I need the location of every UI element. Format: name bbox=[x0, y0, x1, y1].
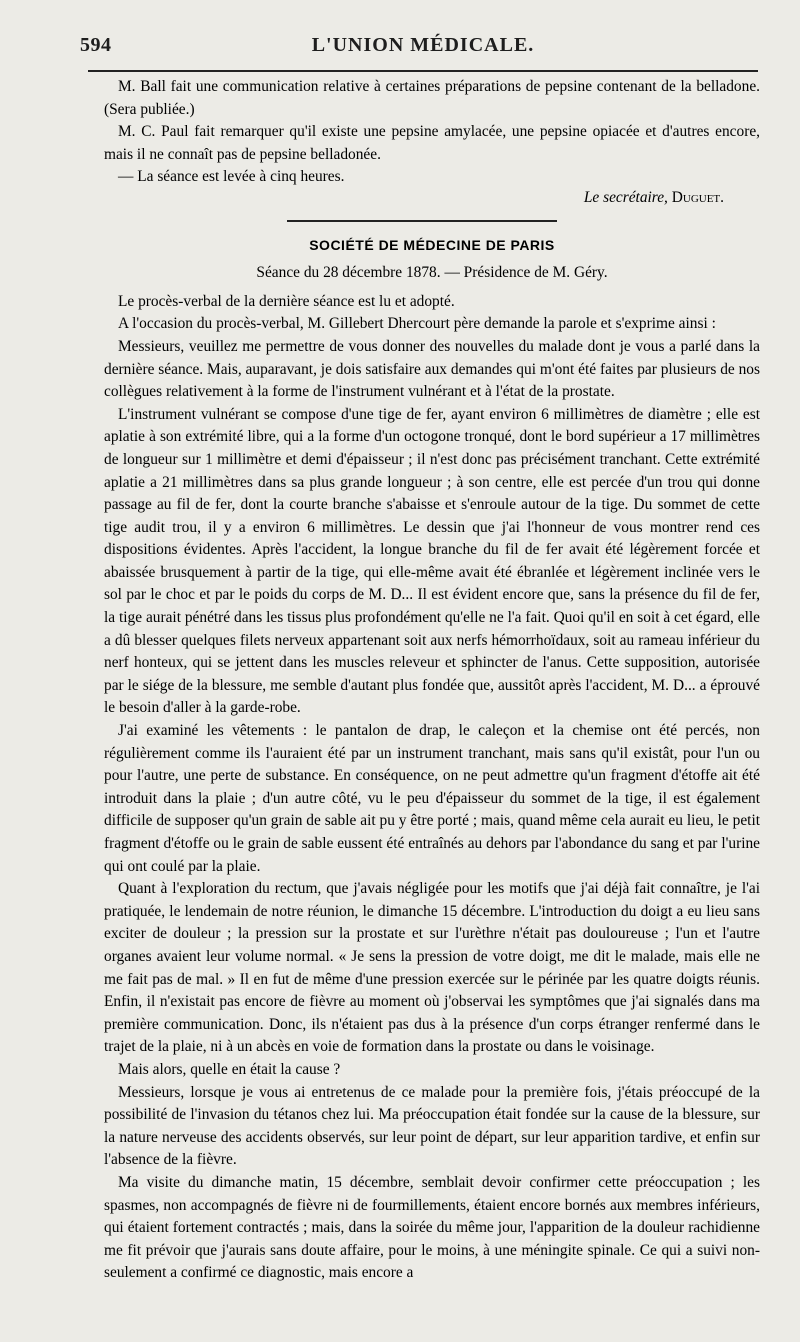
paragraph: L'instrument vulnérant se compose d'une tige de fer, ayant environ 6 millimètres de diamètre ; elle est aplatie à son extrémité libre, qui a la forme d'un octogone tronqué, dont le bord supérieur a 17 millimètres de longueur sur 1 millimètre et demi d'épaisseur ; il n'est donc pas précisément tranchant. Cette extrémité aplatie a 21 millimètres dans sa plus grande longueur ; à son centre, elle est percée d'un trou qui donne passage au fil de fer, dont la courte branche s'abaisse et s'enroule autour de la tige. Du sommet de cette tige audit trou, il y a environ 6 millimètres. Le dessin que j'ai l'honneur de vous montrer rend ces dispositions évidentes. Après l'accident, la longue branche du fil de fer avait été légèrement forcée et abaissée brusquement à partir de la tige, qui elle-même avait été ébranlée et légèrement inclinée vers le sol par le choc et par le poids du corps de M. D... Il est évident encore que, sans la présence du fil de fer, la tige aurait pénétré dans les tissus plus profondément qu'elle ne l'a fait. Quoi qu'il en soit à cet égard, elle a dû blesser quelques filets nerveux appartenant soit aux nerfs hémorrhoïdaux, soit au rameau inférieur du nerf honteux, qui se jettent dans les muscles releveur et sphincter de l'anus. Cette supposition, autorisée par le siége de la blessure, me semble d'autant plus fondée que, aussitôt après l'accident, M. D... a éprouvé le besoin d'aller à la garde-robe. bbox=[104, 405, 760, 717]
paragraph: Messieurs, veuillez me permettre de vous donner des nouvelles du malade dont je vous a parlé dans la dernière séance. Mais, auparavant, je dois satisfaire aux demandes qui m'ont été faites par plusieurs de nos collègues relativement à la forme de l'instrument vulnérant et à l'état de la prostate. bbox=[104, 337, 760, 401]
page-number: 594 bbox=[80, 34, 112, 56]
section-title: SOCIÉTÉ DE MÉDECINE DE PARIS bbox=[309, 236, 555, 253]
paragraph: Le procès-verbal de la dernière séance est lu et adopté. bbox=[118, 292, 455, 310]
paragraph: Quant à l'exploration du rectum, que j'avais négligée pour les motifs que j'ai déjà fait connaître, je l'ai pratiquée, le lendemain de notre réunion, le dimanche 15 décembre. L'introduction du doigt a eu lieu sans exciter de douleur ; la pression sur la prostate et sur l'urèthre n'était pas douloureuse ; l'un et l'autre organes avaient leur volume normal. « Je sens la pression de votre doigt, me dit le malade, mais elle ne me fait pas de mal. » Il en fut de même d'une pression exercée sur le périnée par les quatre doigts réunis. Enfin, il n'existait pas encore de fièvre au moment où j'observai les symptômes que j'ai signalés dans ma première communication. Donc, ils n'étaient pas dus à la présence d'un corps étranger renfermé dans le trajet de la plaie, ni à un abcès en voie de formation dans la prostate ou dans le voisinage. bbox=[104, 880, 760, 1056]
paragraph: Mais alors, quelle en était la cause ? bbox=[118, 1060, 341, 1078]
session-line: Séance du 28 décembre 1878. — Présidence de M. Géry. bbox=[256, 264, 608, 282]
signature-name: Duguet. bbox=[671, 188, 724, 206]
running-title: L'UNION MÉDICALE. bbox=[311, 34, 535, 56]
header-rule bbox=[88, 70, 758, 72]
signature bbox=[104, 187, 760, 210]
paragraph: Messieurs, lorsque je vous ai entretenus de ce malade pour la première fois, j'étais préoccupé de la possibilité de l'invasion du tétanos chez lui. Ma préoccupation était fondée sur la cause de la blessure, sur la nature nerveuse des accidents observés, sur leur point de départ, sur leur apparition tardive, et enfin sur l'absence de la fièvre. bbox=[104, 1083, 760, 1169]
paragraph-seance-levee: — La séance est levée à cinq heures. bbox=[118, 168, 345, 186]
signature-role: Le secrétaire, bbox=[583, 188, 668, 206]
paragraph-paul: M. C. Paul fait remarquer qu'il existe une pepsine amylacée, une pepsine opiacée et d'autres encore, mais il ne connaît pas de pepsine belladonée. bbox=[104, 123, 760, 163]
page-header bbox=[80, 34, 760, 64]
paragraph: Ma visite du dimanche matin, 15 décembre, semblait devoir confirmer cette préoccupation ; les spasmes, non accompagnés de fièvre ni de fourmillements, étaient encore bornés aux membres inférieurs, qui étaient fortement contractés ; mais, dans la soirée du même jour, l'apparition de la douleur rachidienne me fit prévoir que j'aurais sans doute affaire, pour le moins, à une méningite spinale. Ce qui a suivi non-seulement a confirmé ce diagnostic, mais encore a bbox=[104, 1173, 760, 1282]
paragraph: J'ai examiné les vêtements : le pantalon de drap, le caleçon et la chemise ont été percés, non régulièrement comme ils l'auraient été par un instrument tranchant, mais sans qu'il existât, pour l'un ou pour l'autre, une perte de substance. En conséquence, on ne peut admettre qu'un fragment d'étoffe ait été introduit dans la plaie ; d'un autre côté, vu le peu d'épaisseur du sommet de la tige, il est également difficile de supposer qu'un grain de sable ait pu y être porté ; mais, quand même cela aurait eu lieu, le petit fragment d'étoffe ou le grain de sable eussent été entraînés au dehors par l'abondance du sang et par l'urine qui ont coulé par la plaie. bbox=[104, 722, 760, 875]
paragraph-ball: M. Ball fait une communication relative à certaines préparations de pepsine contenant de la belladone. (Sera publiée.) bbox=[104, 78, 760, 118]
article-body bbox=[104, 76, 760, 1285]
section-rule bbox=[287, 220, 557, 222]
paragraph: A l'occasion du procès-verbal, M. Gillebert Dhercourt père demande la parole et s'exprime ainsi : bbox=[118, 315, 716, 333]
